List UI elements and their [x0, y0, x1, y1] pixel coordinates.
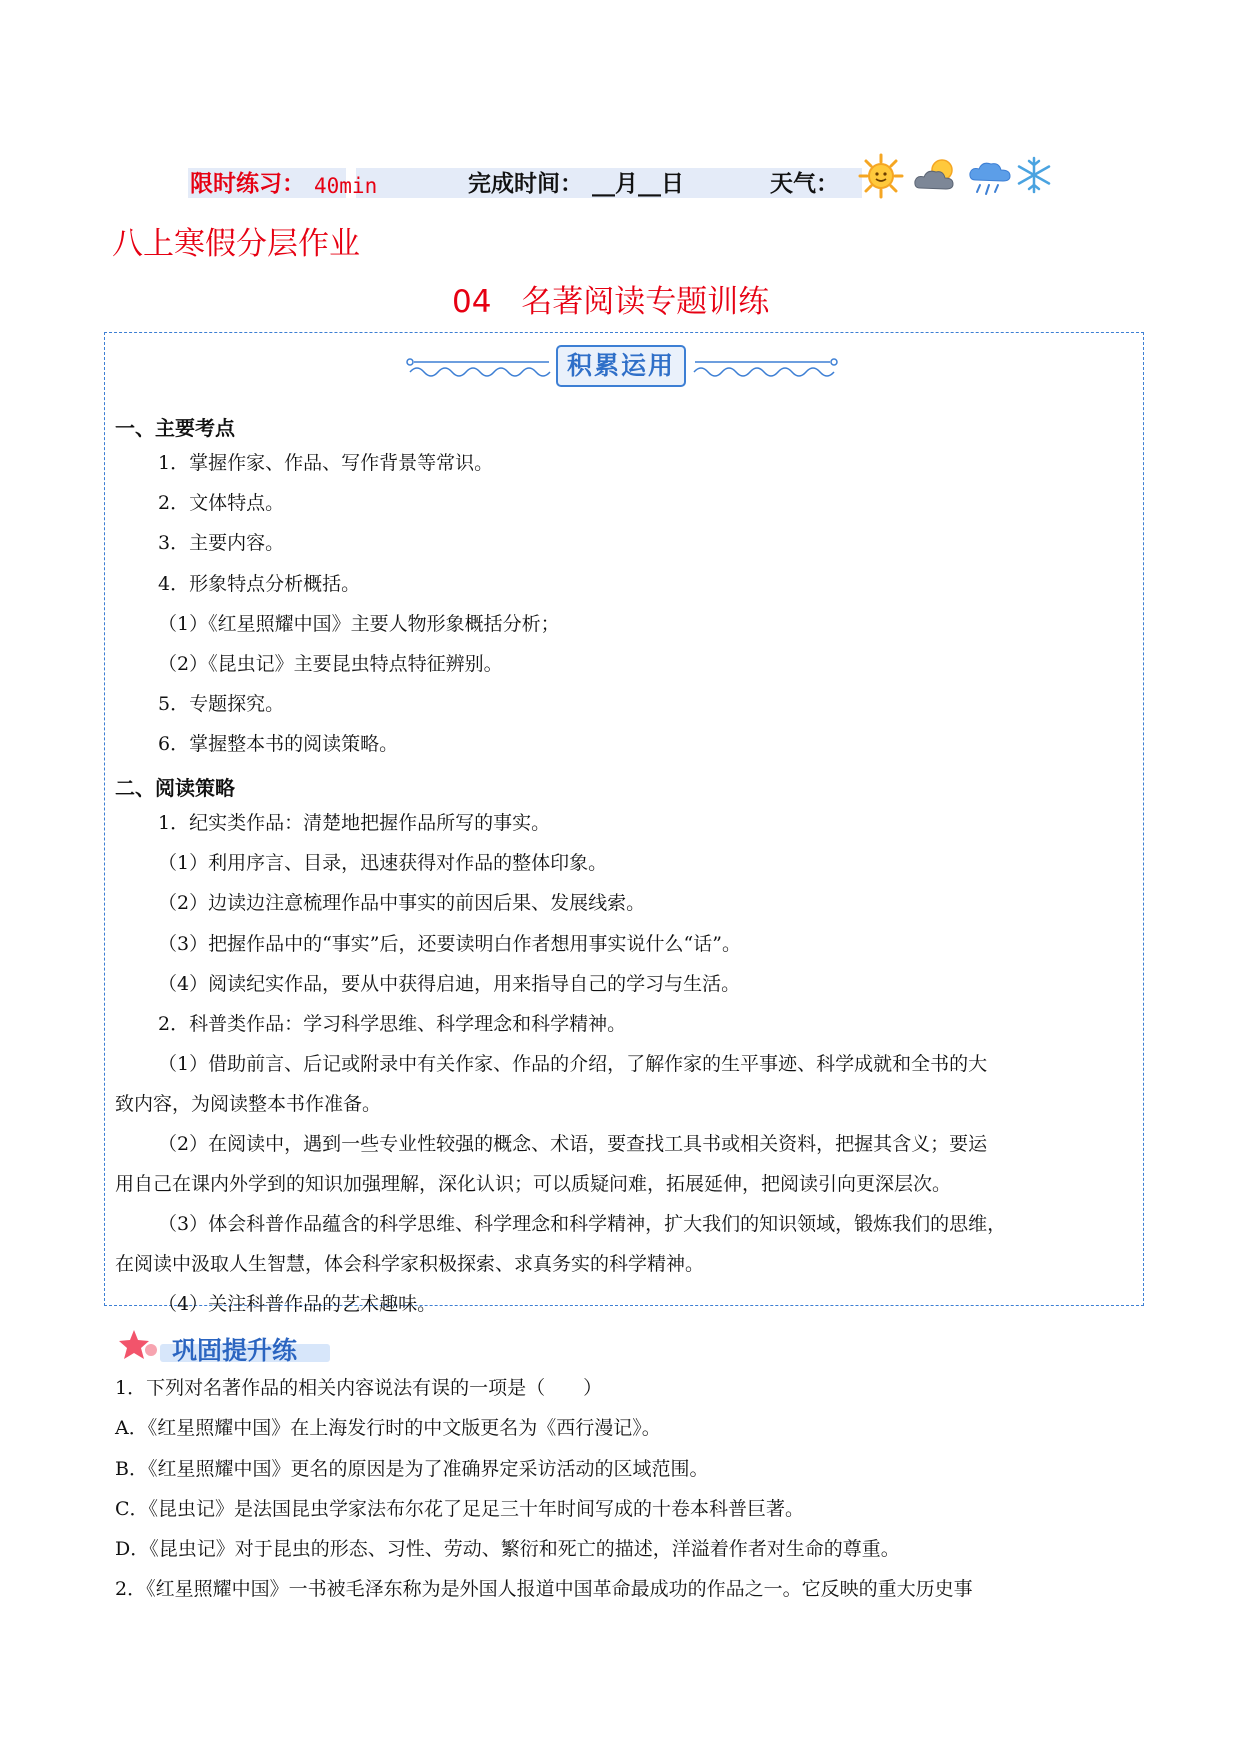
document-title: 八上寒假分层作业 — [112, 226, 360, 262]
list-item: 5．专题探究。 — [158, 693, 285, 715]
list-item: 2．科普类作品：学习科学思维、科学理念和科学精神。 — [158, 1013, 627, 1035]
sun-icon — [858, 153, 904, 199]
list-item: （2）《昆虫记》主要昆虫特点特征辨别。 — [158, 653, 503, 675]
snowflake-icon — [1014, 155, 1054, 195]
list-item: （1）利用序言、目录，迅速获得对作品的整体印象。 — [158, 852, 608, 874]
time-limit-label: 限时练习： — [190, 171, 305, 197]
rain-icon — [968, 156, 1012, 198]
list-item: （2）边读边注意梳理作品中事实的前因后果、发展线索。 — [158, 892, 646, 914]
time-limit-value: 40min — [314, 174, 378, 198]
list-item: 1．纪实类作品：清楚地把握作品所写的事实。 — [158, 812, 551, 834]
star-icon — [118, 1328, 160, 1364]
question-option: B．《红星照耀中国》更名的原因是为了准确界定采访活动的区域范围。 — [115, 1458, 709, 1480]
section-heading-reading-strategy: 二、阅读策略 — [115, 776, 235, 800]
list-item: 3．主要内容。 — [158, 532, 285, 554]
list-item: （2）在阅读中，遇到一些专业性较强的概念、术语，要查找工具书或相关资料，把握其含义；要运 — [158, 1133, 988, 1155]
list-item: 用自己在课内外学到的知识加强理解，深化认识；可以质疑问难，拓展延伸，把阅读引向更深层次。 — [115, 1173, 952, 1195]
list-item: 4．形象特点分析概括。 — [158, 573, 361, 595]
list-item: （4）阅读纪实作品，要从中获得启迪，用来指导自己的学习与生活。 — [158, 973, 741, 995]
finish-time-value: __月__日 — [592, 171, 684, 197]
list-item: （4）关注科普作品的艺术趣味。 — [158, 1293, 437, 1315]
practice-section-title: 巩固提升练 — [172, 1336, 298, 1365]
list-item: （3）把握作品中的“事实”后，还要读明白作者想用事实说什么“话”。 — [158, 933, 741, 955]
document-subtitle: 04 名著阅读专题训练 — [452, 284, 770, 320]
question-option: D．《昆虫记》对于昆虫的形态、习性、劳动、繁衍和死亡的描述，洋溢着作者对生命的尊重。 — [115, 1538, 900, 1560]
list-item: 6．掌握整本书的阅读策略。 — [158, 733, 399, 755]
question-line: 1．下列对名著作品的相关内容说法有误的一项是（ ） — [115, 1377, 603, 1399]
question-line: 2．《红星照耀中国》一书被毛泽东称为是外国人报道中国革命最成功的作品之一。它反映的重大历史事 — [115, 1578, 973, 1600]
list-item: （3）体会科普作品蕴含的科学思维、科学理念和科学精神，扩大我们的知识领域，锻炼我们的思维， — [158, 1213, 1007, 1235]
wave-left-decoration — [404, 352, 554, 382]
section-heading-main-points: 一、主要考点 — [115, 416, 235, 440]
finish-time-label: 完成时间： — [468, 171, 583, 197]
list-item: 1．掌握作家、作品、写作背景等常识。 — [158, 452, 494, 474]
wave-right-decoration — [690, 352, 840, 382]
question-option: C．《昆虫记》是法国昆虫学家法布尔花了足足三十年时间写成的十卷本科普巨著。 — [115, 1498, 805, 1520]
list-item: 致内容，为阅读整本书作准备。 — [115, 1093, 382, 1115]
list-item: 2．文体特点。 — [158, 492, 285, 514]
weather-label: 天气： — [770, 171, 839, 197]
section-badge: 积累运用 — [556, 345, 686, 387]
cloud-sun-icon — [912, 156, 962, 196]
list-item: （1）《红星照耀中国》主要人物形象概括分析； — [158, 613, 560, 635]
list-item: （1）借助前言、后记或附录中有关作家、作品的介绍，了解作家的生平事迹、科学成就和全书的大 — [158, 1053, 988, 1075]
question-option: A．《红星照耀中国》在上海发行时的中文版更名为《西行漫记》。 — [115, 1417, 661, 1439]
list-item: 在阅读中汲取人生智慧，体会科学家积极探索、求真务实的科学精神。 — [115, 1253, 705, 1275]
